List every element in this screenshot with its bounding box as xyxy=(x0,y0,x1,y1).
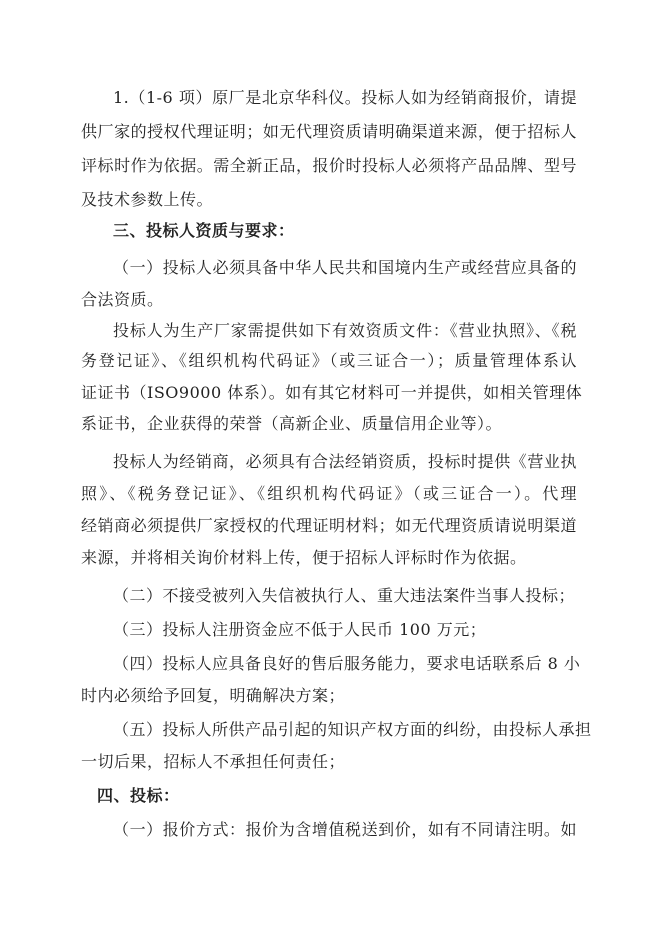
paragraph-line-4: 及技术参数上传。 xyxy=(81,190,214,209)
paragraph-line-1: 1.（1-6 项）原厂是北京华科仪。投标人如为经销商报价，请提 xyxy=(113,88,577,107)
paragraph-line-8: 投标人为生产厂家需提供如下有效资质文件：《营业执照》、《税 xyxy=(113,321,577,340)
paragraph-line-15: 来源，并将相关询价材料上传，便于招标人评标时作为依据。 xyxy=(81,548,527,567)
paragraph-line-16: （二）不接受被列入失信被执行人、重大违法案件当事人投标； xyxy=(113,586,576,605)
paragraph-line-17: （三）投标人注册资金应不低于人民币 100 万元； xyxy=(113,620,487,639)
paragraph-line-10: 证证书（ISO9000 体系）。如有其它材料可一并提供，如相关管理体 xyxy=(81,383,583,402)
paragraph-line-11: 系证书，企业获得的荣誉（高新企业、质量信用企业等）。 xyxy=(81,414,503,433)
paragraph-line-2: 供厂家的授权代理证明；如无代理资质请明确渠道来源，便于招标人 xyxy=(81,122,577,141)
paragraph-line-20: （五）投标人所供产品引起的知识产权方面的纠纷，由投标人承担 xyxy=(113,720,592,739)
paragraph-line-23: （一）报价方式：报价为含增值税送到价，如有不同请注明。如 xyxy=(113,820,577,839)
section-heading-bidding: 四、投标： xyxy=(97,786,180,805)
paragraph-line-9: 务登记证》、《组织机构代码证》（或三证合一）；质量管理体系认 xyxy=(81,351,577,370)
paragraph-line-18: （四）投标人应具备良好的售后服务能力，要求电话联系后 8 小 xyxy=(113,654,581,673)
paragraph-line-3: 评标时作为依据。需全新正品，报价时投标人必须将产品品牌、型号 xyxy=(81,156,577,175)
paragraph-line-19: 时内必须给予回复，明确解决方案； xyxy=(81,686,346,705)
paragraph-line-13: 照》、《税务登记证》、《组织机构代码证》（或三证合一）。代理 xyxy=(81,484,577,503)
paragraph-line-12: 投标人为经销商，必须具有合法经销资质，投标时提供《营业执 xyxy=(113,452,577,471)
paragraph-line-7: 合法资质。 xyxy=(81,290,164,309)
paragraph-line-21: 一切后果，招标人不承担任何责任； xyxy=(81,752,346,771)
section-heading-qualifications: 三、投标人资质与要求： xyxy=(113,221,295,240)
paragraph-line-6: （一）投标人必须具备中华人民共和国境内生产或经营应具备的 xyxy=(113,258,577,277)
paragraph-line-14: 经销商必须提供厂家授权的代理证明材料；如无代理资质请说明渠道 xyxy=(81,516,577,535)
